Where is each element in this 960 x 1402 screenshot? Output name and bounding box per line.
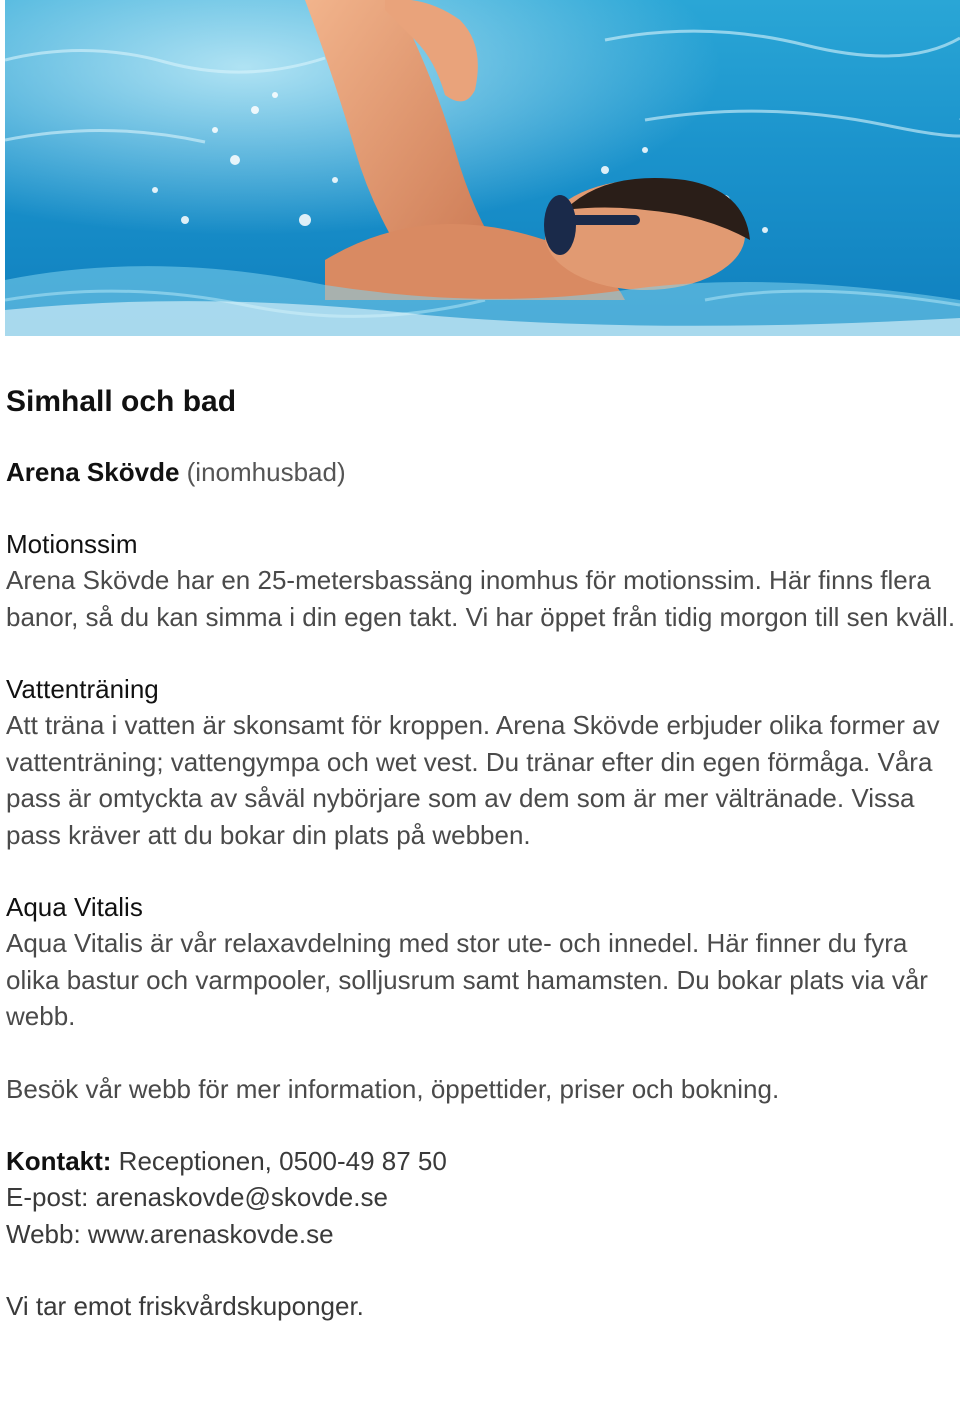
page-title: Simhall och bad bbox=[6, 385, 237, 418]
main-content bbox=[6, 380, 956, 1324]
venue-type: (inomhusbad) bbox=[186, 457, 346, 487]
venue-name: Arena Skövde bbox=[6, 457, 180, 487]
contact-phone: Receptionen, 0500-49 87 50 bbox=[111, 1145, 447, 1176]
section-body: Arena Skövde har en 25-metersbassäng inomhus för motionssim. Här finns flera banor, så du kan simma i din egen takt. Vi har öppet från tidig morgon till sen kväll. bbox=[6, 565, 956, 632]
hero-image bbox=[5, 0, 960, 336]
section-body: Aqua Vitalis är vår relaxavdelning med stor ute- och innedel. Här finner du fyra olika bastur och varmpooler, solljusrum samt hamamsten. Du bokar plats via vår webb. bbox=[6, 928, 928, 1031]
section-vattentraning bbox=[6, 671, 956, 853]
footer-note: Vi tar emot friskvårdskuponger. bbox=[6, 1291, 364, 1321]
section-aqua-vitalis bbox=[6, 889, 956, 1035]
swimmer-photo bbox=[5, 0, 960, 336]
section-body: Att träna i vatten är skonsamt för kroppen. Arena Skövde erbjuder olika former av vattenträning; vattengympa och wet vest. Du tränar efter din egen förmåga. Våra pass är omtyckta av såväl nybörjare som av dem som är mer vältränade. Vissa pass kräver att du bokar din plats på webben. bbox=[6, 710, 940, 850]
contact-block bbox=[6, 1143, 956, 1253]
section-heading: Motionssim bbox=[6, 529, 138, 559]
contact-email: E-post: arenaskovde@skovde.se bbox=[6, 1182, 388, 1212]
contact-label: Kontakt: bbox=[6, 1145, 112, 1176]
section-motionssim bbox=[6, 526, 956, 635]
section-heading: Aqua Vitalis bbox=[6, 892, 143, 922]
contact-phone-line bbox=[6, 1143, 956, 1180]
section-heading: Vattenträning bbox=[6, 674, 159, 704]
contact-web: Webb: www.arenaskovde.se bbox=[6, 1218, 334, 1249]
info-text: Besök vår webb för mer information, öppettider, priser och bokning. bbox=[6, 1073, 780, 1104]
venue-line bbox=[6, 454, 956, 490]
